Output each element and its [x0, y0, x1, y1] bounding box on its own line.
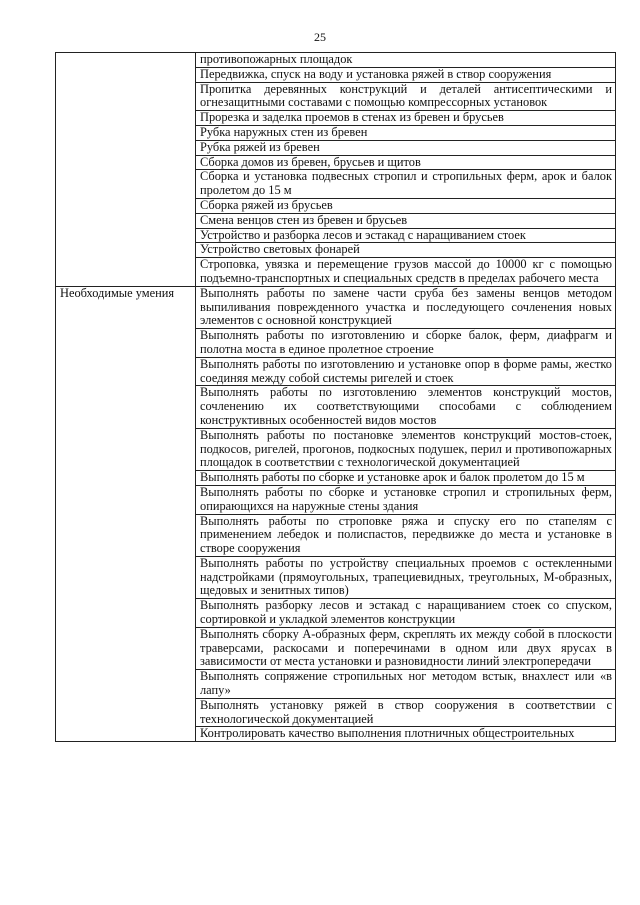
work-item-cell [196, 140, 616, 155]
work-item-text: Смена венцов стен из бревен и брусьев [200, 212, 408, 227]
work-item-text: Пропитка деревянных конструкций и деталей антисептическими и огнезащитными составами с помощью компрессорных установок [200, 81, 612, 110]
skill-text: Выполнять сборку А-образных ферм, скреплять их между собой в плоскости траверсами, раскосами и поперечинами в одном или двух ярусах в зависимости от места установки и разновидности линий электропередачи [200, 626, 612, 669]
table-row [56, 53, 616, 68]
work-item-text: Рубка ряжей из бревен [200, 139, 320, 154]
skill-text: Выполнять работы по изготовлению элементов конструкций мостов, сочленению их соответствующими способами с соблюдением конструктивных особенностей видов мостов [200, 385, 612, 427]
work-item-cell [196, 125, 616, 140]
work-item-text: Устройство и разборка лесов и эстакад с наращиванием стоек [200, 227, 526, 242]
skill-cell [196, 485, 616, 514]
skill-cell [196, 698, 616, 727]
skill-cell [196, 514, 616, 556]
skill-cell [196, 357, 616, 386]
work-item-text: Устройство световых фонарей [200, 242, 360, 257]
work-item-cell [196, 111, 616, 126]
work-item-text: Строповка, увязка и перемещение грузов массой до 10000 кг с помощью подъемно-транспортных и специальных средств в пределах рабочего места [200, 257, 612, 285]
category-cell-prev [56, 53, 196, 287]
table-row [56, 286, 616, 328]
skill-text: Контролировать качество выполнения плотничных общестроительных [200, 726, 575, 741]
skill-text: Выполнять разборку лесов и эстакад с наращиванием стоек со спуском, сортировкой и укладкой элементов конструкции [200, 598, 612, 627]
work-item-cell [196, 213, 616, 228]
skill-text: Выполнять работы по устройству специальных проемов с остекленными надстройками (прямоугольных, трапециевидных, треугольных, М-образных, щедовых и зенитных типов) [200, 555, 612, 598]
skill-cell [196, 627, 616, 669]
work-item-text: Прорезка и заделка проемов в стенах из бревен и брусьев [200, 110, 504, 125]
work-item-cell [196, 258, 616, 287]
skill-cell [196, 670, 616, 699]
work-item-cell [196, 155, 616, 170]
requirements-table [55, 52, 616, 742]
skill-cell [196, 286, 616, 328]
work-item-text: Сборка и установка подвесных стропил и стропильных ферм, арок и балок пролетом до 15 м [200, 169, 612, 198]
work-item-cell [196, 53, 616, 68]
skill-cell [196, 727, 616, 742]
skill-cell [196, 599, 616, 628]
work-item-cell [196, 82, 616, 111]
skill-text: Выполнять работы по сборке и установке арок и балок пролетом до 15 м [200, 470, 585, 485]
skill-cell [196, 471, 616, 486]
skill-text: Выполнять работы по изготовлению и сборке балок, ферм, диафрагм и полотна моста в единое пролетное строение [200, 328, 612, 356]
work-item-text: Рубка наружных стен из бревен [200, 124, 368, 139]
skill-text: Выполнять работы по сборке и установке стропил и стропильных ферм, опирающихся на наружные стены здания [200, 484, 612, 513]
work-item-text: Передвижка, спуск на воду и установка ряжей в створ сооружения [200, 66, 552, 81]
page-number: 25 [314, 30, 326, 44]
skill-text: Выполнять работы по замене части сруба без замены венцов методом выпиливания поврежденного участка и последующего сочленения новых элементов с основной конструкцией [200, 285, 612, 328]
skill-text: Выполнять работы по строповке ряжа и спуску его по стапелям с применением лебедок и полиспастов, передвижке до места и установке в створе сооружения [200, 513, 612, 556]
skill-cell [196, 428, 616, 470]
work-item-cell [196, 170, 616, 199]
work-item-cell [196, 67, 616, 82]
work-item-text: Сборка ряжей из брусьев [200, 197, 333, 212]
work-item-text: противопожарных площадок [200, 52, 353, 66]
skill-cell [196, 556, 616, 598]
category-cell-skills [56, 286, 196, 742]
skill-text: Выполнять сопряжение стропильных ног методом встык, внахлест или «в лапу» [200, 669, 612, 698]
skill-cell [196, 386, 616, 428]
work-item-cell [196, 228, 616, 243]
skill-text: Выполнять установку ряжей в створ сооружения в соответствии с технологической документацией [200, 697, 612, 726]
work-item-cell [196, 198, 616, 213]
skill-text: Выполнять работы по изготовлению и установке опор в форме рамы, жестко соединяя между собой системы ригелей и стоек [200, 356, 612, 385]
category-label: Необходимые умения [60, 285, 175, 300]
skill-text: Выполнять работы по постановке элементов конструкций мостов-стоек, подкосов, ригелей, прогонов, подкосных подушек, перил и противопожарных площадок в соответствии с технологической документацией [200, 427, 612, 470]
work-item-cell [196, 243, 616, 258]
work-item-text: Сборка домов из бревен, брусьев и щитов [200, 154, 421, 169]
skill-cell [196, 329, 616, 358]
